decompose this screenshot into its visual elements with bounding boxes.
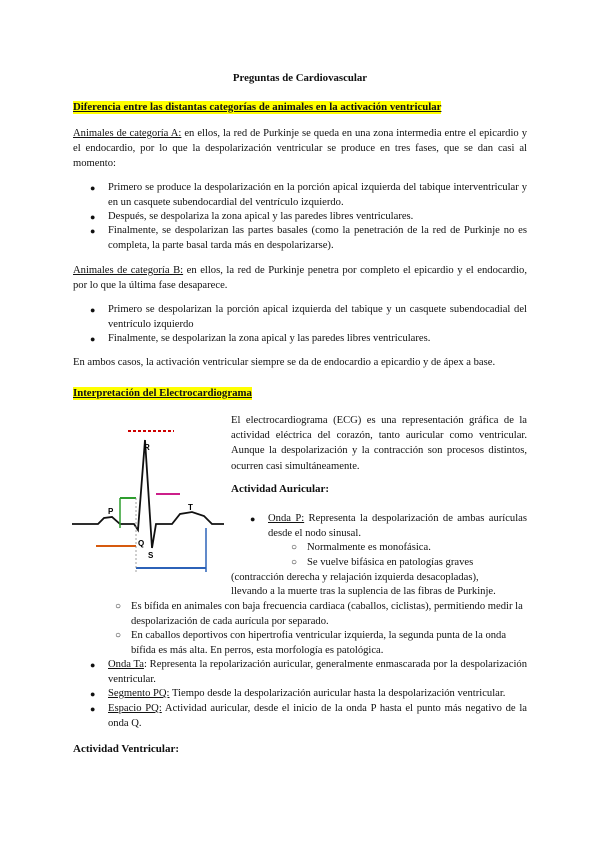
paragraph-category-b bbox=[73, 263, 527, 293]
list-item bbox=[291, 541, 431, 556]
ecg-label-q: Q bbox=[138, 539, 145, 548]
ecg-diagram bbox=[70, 418, 228, 580]
ecg-label-r: R bbox=[144, 443, 150, 452]
onda-p-sub-1: Normalmente es monofásica. bbox=[307, 542, 431, 553]
section-heading-ecg: Interpretación del Electrocardiograma bbox=[73, 387, 252, 399]
list-item bbox=[115, 629, 527, 658]
list-item bbox=[90, 303, 527, 332]
onda-p-sub-2-continued-2: llevando a la muerte tras la suplencia de las fibras de Purkinje. bbox=[231, 586, 496, 597]
category-a-bullet-1: Primero se produce la despolarización en la porción apical izquierda del tabique interventricular y en un casquete subendocardial del ventrículo izquierdo. bbox=[108, 182, 527, 208]
list-item bbox=[90, 332, 527, 347]
circle-bullet-icon: ○ bbox=[115, 630, 122, 641]
list-item bbox=[90, 702, 527, 731]
paragraph-conclusion: En ambos casos, la activación ventricular siempre se da de endocardio a epicardio y de ápex a base. bbox=[73, 357, 496, 368]
category-a-text: en ellos, la red de Purkinje se queda en una zona intermedia entre el epicardio y el endocardio, por lo que la despolarización ventricular se produce en tres fases, que se dan casi al momento: bbox=[73, 128, 527, 170]
circle-bullet-icon: ○ bbox=[115, 601, 122, 612]
espacio-pq-label: Espacio PQ: bbox=[108, 703, 162, 714]
bullet-icon: ● bbox=[90, 183, 96, 193]
bullet-icon: ● bbox=[90, 226, 96, 236]
list-item bbox=[115, 600, 527, 629]
list-item bbox=[90, 210, 527, 225]
category-b-label: Animales de categoría B: bbox=[73, 265, 184, 276]
ecg-label-t: T bbox=[188, 503, 193, 512]
onda-p-sub-4: En caballos deportivos con hipertrofia ventricular izquierda, la segunda punta de la onda bífida es más alta. En perros, esta morfología es patológica. bbox=[131, 630, 507, 656]
ecg-label-s: S bbox=[148, 551, 154, 560]
list-item bbox=[90, 224, 527, 253]
atrial-activity-heading: Actividad Auricular: bbox=[231, 483, 330, 495]
bullet-icon: ● bbox=[90, 660, 96, 670]
circle-bullet-icon: ○ bbox=[291, 542, 298, 553]
onda-ta-text: : Representa la repolarización auricular, generalmente enmascarada por la despolarización ventricular. bbox=[108, 659, 527, 685]
category-a-label: Animales de categoría A: bbox=[73, 128, 182, 139]
segmento-pq-text: Tiempo desde la despolarización auricular hasta la despolarización ventricular. bbox=[169, 688, 506, 699]
ecg-trace bbox=[72, 440, 224, 548]
category-b-bullet-1: Primero se despolarizan la porción apical izquierda del tabique y un casquete subendocadial del ventrículo izquierdo bbox=[108, 304, 527, 330]
onda-p-sub-3: Es bífida en animales con baja frecuencia cardiaca (caballos, ciclistas), permitiendo medir la despolarización de cada aurícula por separado. bbox=[131, 601, 523, 627]
onda-p-label: Onda P: bbox=[268, 513, 305, 524]
category-a-bullet-3: Finalmente, se despolarizan las partes basales (como la penetración de la red de Purkinje no es completa, la parte basal tarda más en despolarizarse). bbox=[108, 225, 527, 251]
onda-ta-label: Onda Ta bbox=[108, 659, 144, 670]
ecg-label-p: P bbox=[108, 507, 114, 516]
bullet-icon: ● bbox=[90, 334, 96, 344]
category-a-bullet-2: Después, se despolariza la zona apical y las paredes libres ventriculares. bbox=[108, 211, 414, 222]
section-heading-categories: Diferencia entre las distantas categorías de animales en la activación ventricular bbox=[73, 101, 442, 113]
segmento-pq-label: Segmento PQ: bbox=[108, 688, 170, 699]
bullet-icon: ● bbox=[90, 212, 96, 222]
category-b-bullet-2: Finalmente, se despolarizan la zona apical y las paredes libres ventriculares. bbox=[108, 333, 431, 344]
list-item bbox=[90, 687, 527, 702]
list-item bbox=[250, 512, 527, 541]
bullet-icon: ● bbox=[90, 704, 96, 714]
bullet-icon: ● bbox=[250, 514, 256, 524]
onda-p-text: Representa la despolarización de ambas aurículas desde el nodo sinusal. bbox=[268, 513, 527, 539]
list-item bbox=[90, 658, 527, 687]
espacio-pq-text: Actividad auricular, desde el inicio de la onda P hasta el punto más negativo de la onda Q. bbox=[108, 703, 527, 729]
list-item bbox=[291, 556, 474, 571]
bullet-icon: ● bbox=[90, 305, 96, 315]
paragraph-category-a bbox=[73, 126, 527, 172]
paragraph-ecg-intro: El electrocardiograma (ECG) es una representación gráfica de la actividad eléctrica del corazón, tanto auricular como ventricular. Aunque la despolarización y la contracción son procesos distintos, ocurren casi simultáneamente. bbox=[231, 415, 527, 472]
document-title: Preguntas de Cardiovascular bbox=[232, 72, 368, 84]
ventricular-activity-heading: Actividad Ventricular: bbox=[73, 743, 180, 755]
list-item bbox=[90, 181, 527, 210]
bullet-icon: ● bbox=[90, 689, 96, 699]
category-b-text: en ellos, la red de Purkinje penetra por completo el epicardio y el endocardio, por lo que la última fase desaparece. bbox=[73, 265, 527, 292]
onda-p-sub-2: Se vuelve bifásica en patologías graves bbox=[307, 557, 474, 568]
onda-p-sub-2-continued: (contracción derecha y relajación izquierda desacopladas), bbox=[231, 572, 479, 583]
circle-bullet-icon: ○ bbox=[291, 557, 298, 568]
